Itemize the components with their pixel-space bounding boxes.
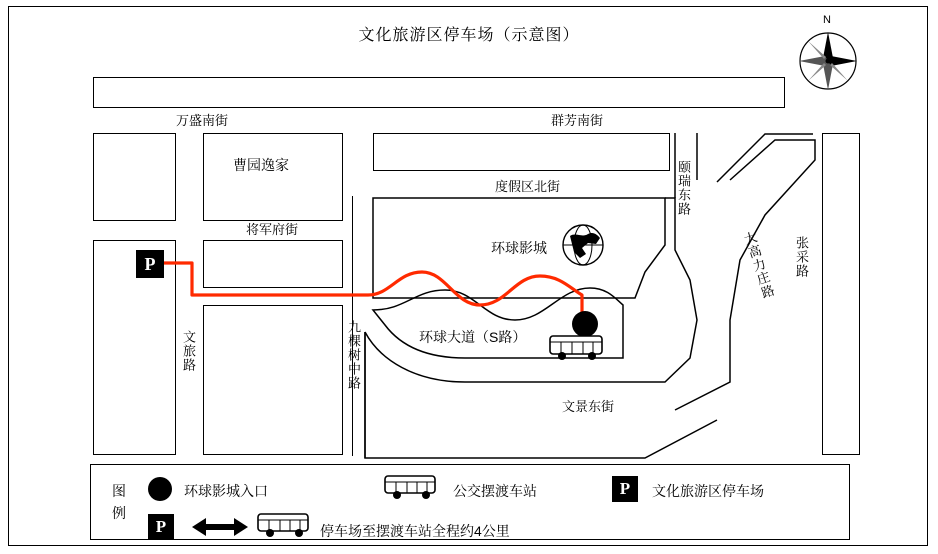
legend-route-parking-icon: P bbox=[148, 514, 174, 540]
block-caoyuan-yijia bbox=[203, 133, 343, 221]
label-huanqiu-avenue: 环球大道（S路） bbox=[419, 329, 527, 345]
label-wenlv-road: 文旅路 bbox=[181, 330, 196, 372]
label-universal-studios: 环球影城 bbox=[491, 240, 547, 256]
legend-shuttle-bus-icon bbox=[383, 474, 441, 502]
page-title: 文化旅游区停车场（示意图） bbox=[358, 27, 580, 44]
label-jiukeshu-middle-road: 九棵树中路 bbox=[346, 320, 361, 390]
map-shuttle-bus-icon bbox=[548, 334, 608, 362]
compass-north-label: N bbox=[823, 14, 831, 26]
map-parking-marker: P bbox=[136, 250, 164, 278]
label-yirui-east-road: 颐瑞东路 bbox=[676, 160, 691, 216]
legend-label-parking: 文化旅游区停车场 bbox=[652, 483, 764, 499]
label-dagaolizhuang-road: 大高力庄路 bbox=[740, 229, 777, 301]
double-arrow-icon bbox=[192, 515, 248, 539]
label-wenjing-east-street: 文景东街 bbox=[562, 399, 615, 414]
legend-black-circle-icon bbox=[148, 477, 172, 501]
block-left-upper bbox=[93, 133, 176, 221]
legend-label-entrance: 环球影城入口 bbox=[184, 483, 268, 499]
legend-title bbox=[104, 480, 134, 524]
label-dujiaqu-north-street: 度假区北街 bbox=[495, 179, 561, 194]
legend-label-shuttle-stop: 公交摆渡车站 bbox=[453, 483, 537, 499]
label-zhangcai-road: 张采路 bbox=[794, 236, 809, 278]
legend-title-char-2: 例 bbox=[112, 505, 126, 521]
label-jiangjunfu-street: 将军府街 bbox=[246, 222, 299, 237]
legend-route-shuttle-icon bbox=[256, 512, 314, 540]
block-top-strip bbox=[93, 77, 785, 108]
legend-title-char-1: 图 bbox=[112, 483, 126, 499]
label-qunfang-south-street: 群芳南街 bbox=[551, 113, 604, 128]
label-caoyuan-yijia: 曹园逸家 bbox=[233, 157, 289, 173]
label-wansheng-south-street: 万盛南街 bbox=[176, 113, 229, 128]
compass-rose bbox=[795, 14, 861, 94]
legend-distance-note: 停车场至摆渡车站全程约4公里 bbox=[320, 523, 510, 539]
globe-icon bbox=[560, 222, 606, 268]
legend-parking-p-icon: P bbox=[612, 476, 638, 502]
